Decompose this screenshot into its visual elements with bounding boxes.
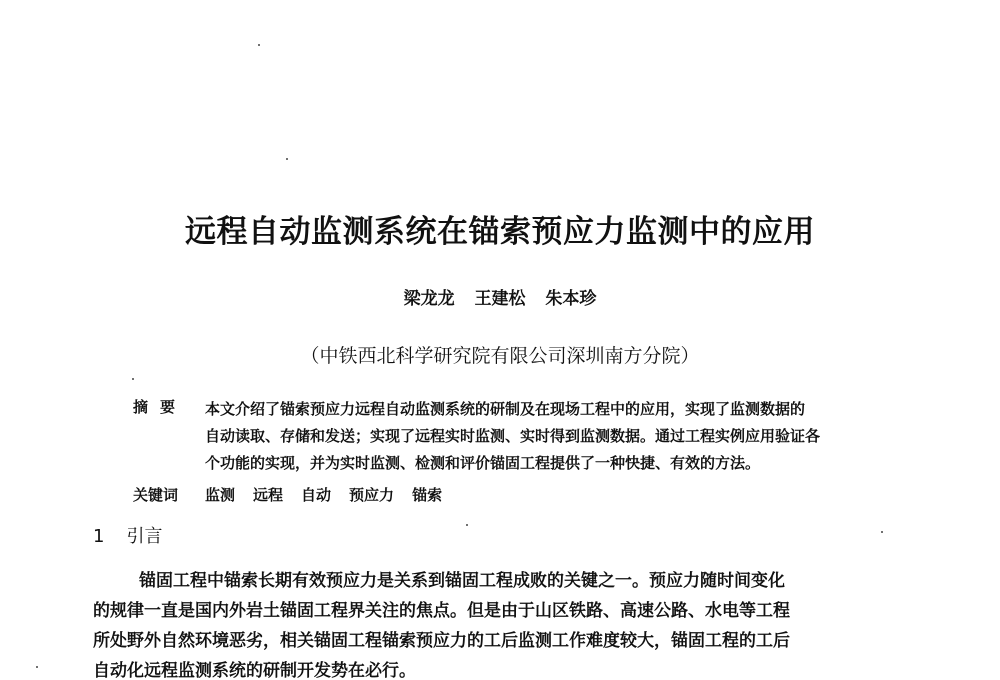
- abstract-line: 本文介绍了锚索预应力远程自动监测系统的研制及在现场工程中的应用，实现了监测数据的: [205, 400, 806, 418]
- keyword: 远程: [253, 486, 284, 504]
- body-paragraph: [93, 566, 908, 680]
- abstract-line: 自动读取、存储和发送；实现了远程实时监测、实时得到监测数据。通过工程实例应用验证各: [205, 427, 821, 445]
- section-heading: [93, 525, 162, 549]
- scan-speck: [132, 378, 134, 380]
- body-line: 自动化远程监测系统的研制开发势在必行。: [93, 661, 416, 680]
- paper-title: 远程自动监测系统在锚索预应力监测中的应用: [185, 214, 815, 250]
- keyword: 自动: [301, 486, 332, 504]
- keyword: 监测: [205, 486, 236, 504]
- abstract-body: [205, 396, 913, 477]
- scan-speck: [881, 531, 883, 533]
- keywords-list: [205, 485, 442, 505]
- scan-speck: [258, 44, 260, 46]
- keyword: 锚索: [412, 486, 443, 504]
- section-number: 1: [93, 526, 105, 547]
- authors: 梁龙龙 王建松 朱本珍: [403, 289, 597, 309]
- scan-speck: [466, 524, 468, 526]
- body-line: 所处野外自然环境恶劣，相关锚固工程锚索预应力的工后监测工作难度较大，锚固工程的工后: [93, 631, 790, 651]
- abstract-line: 个功能的实现，并为实时监测、检测和评价锚固工程提供了一种快捷、有效的方法。: [205, 454, 761, 472]
- body-line: 的规律一直是国内外岩土锚固工程界关注的焦点。但是由于山区铁路、高速公路、水电等工程: [93, 601, 790, 621]
- scan-speck: [286, 158, 288, 160]
- section-title: 引言: [126, 526, 163, 547]
- keywords-label: 关键词: [133, 486, 179, 504]
- affiliation: （中铁西北科学研究院有限公司深圳南方分院）: [300, 345, 700, 367]
- keyword: 预应力: [349, 486, 395, 504]
- scan-speck: [36, 666, 38, 668]
- abstract-label: 摘要: [133, 398, 188, 416]
- body-line: 锚固工程中锚索长期有效预应力是关系到锚固工程成败的关键之一。预应力随时间变化: [139, 571, 785, 591]
